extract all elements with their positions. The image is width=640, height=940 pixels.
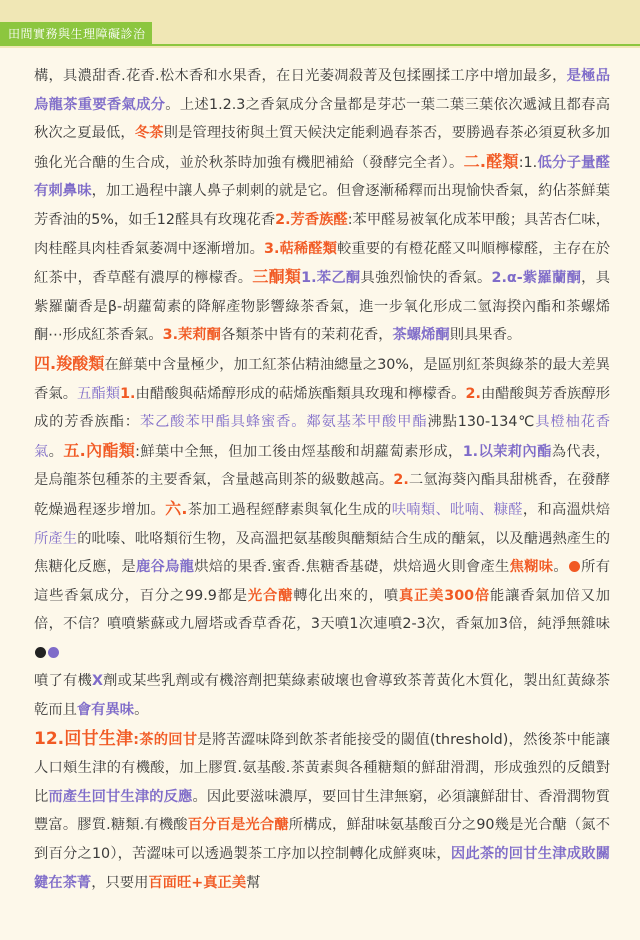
text: 是將苦澀味降到飲茶者能接受的閾值(threshold)，然後茶中能讓人口頰生津的有機酸，加上膠質.氨基酸.茶黃素與各種糖類的鮮甜滑潤，形成強烈的反饋對比 (34, 731, 611, 805)
text: :苯甲醛易被氧化成苯甲酸；具苦杏仁味，肉桂醛具肉桂香氣萎凋中逐漸增加。 (34, 211, 610, 257)
highlight: 2. (393, 472, 409, 489)
text: 轉化出來的，噴 (293, 587, 399, 604)
highlight: X (91, 673, 103, 690)
section-heading: 三酮類 (252, 267, 302, 287)
orange-circle-icon (569, 561, 580, 572)
text: 則是管理技術與土質天候決定能剩過春茶否，要勝過春茶必須夏秋多加強化光合醣的生合成，並於秋茶時加強有機肥補給（發酵完全者）。 (34, 125, 611, 171)
header-title: 田間實務與生理障礙診治 (0, 22, 152, 46)
highlight: 2. (465, 385, 481, 402)
highlight: 五酯類 (77, 385, 121, 402)
text: 具強烈愉快的香氣。 (360, 270, 492, 287)
section-heading: 12.回甘生津 (34, 728, 134, 749)
text: 。 (48, 443, 64, 460)
text: 噴了有機 (34, 673, 92, 690)
highlight: :茶的回甘 (133, 731, 198, 748)
text: 能讓香氣加倍又加倍，不信？噴噴紫蘇或九層塔或香草香花，3天噴1次連噴2-3次，香氣加3倍，純淨無雜味 (34, 587, 611, 633)
highlight: 而產生回甘生津的反應 (48, 788, 193, 805)
section-heading: 五.內酯類 (63, 440, 136, 460)
text: 。上述1.2.3之香氣成分含量都是芽芯一葉二葉三葉依次遞減且都春高秋次之夏最低， (34, 96, 611, 142)
text: 較重要的有橙花醛又叫順檸檬醛，主存在於紅茶中，香草醛有濃厚的檸檬香。 (34, 240, 611, 287)
highlight: 低分子量醛有刺鼻味 (34, 154, 610, 200)
highlight: 會有異味 (76, 702, 135, 719)
text: 沸點130-134℃ (427, 414, 536, 431)
purple-circle-icon (48, 647, 59, 658)
section-heading: 六. (165, 498, 188, 518)
text: 茶加工過程經酵素與氧化生成的 (187, 501, 392, 518)
text: 則具果香。 (449, 327, 522, 344)
text: 幫 (246, 874, 261, 891)
highlight: 2.芳香族醛 (275, 211, 348, 228)
text: :鮮葉中全無，但加工後由烴基酸和胡蘿蔔素形成， (135, 443, 463, 460)
highlight: 光合醣 (247, 587, 294, 604)
text: 由醋酸與萜烯醇形成的萜烯族酯類具玫瑰和檸檬香。 (135, 385, 466, 402)
text: 所有這些香氣成分，百分之99.9都是 (34, 559, 610, 604)
text: 二氫海葵內酯具甜桃香，在發酵乾燥過程逐步增加。 (34, 472, 611, 518)
black-circle-icon (35, 647, 46, 658)
text: 劑或某些乳劑或有機溶劑把葉綠素破壞也會導致茶菁黃化木質化，製出紅黃綠茶乾而且 (34, 673, 611, 719)
text: 各類茶中皆有的茉莉花香， (220, 327, 393, 344)
paragraph-3 (34, 725, 610, 898)
text: 為代表，是烏龍茶包種茶的主要香氣，含量越高則茶的級數越高。 (34, 443, 610, 489)
text: ，和高溫烘焙 (522, 501, 611, 518)
highlight: 真正美300倍 (398, 587, 490, 604)
highlight: 所產生 (34, 530, 78, 547)
highlight: 1.苯乙酮 (301, 270, 361, 287)
text: ，加工過程中讓人鼻子刺刺的就是它。但會逐漸稀釋而出現愉快香氣，約佔茶鮮葉芳香油的5%，如壬12醛具有玫瑰花香 (34, 183, 611, 228)
highlight: 3.萜稀醛類 (264, 240, 337, 257)
paragraph-1 (34, 62, 610, 350)
highlight: 焦糊味 (509, 559, 554, 576)
highlight: 因此茶的回甘生津成敗關鍵在茶菁 (34, 846, 610, 891)
highlight: 鹿谷烏龍 (135, 559, 195, 576)
highlight: 茶螺烯酮 (392, 327, 450, 344)
article-body (34, 62, 610, 897)
header-rule (152, 44, 640, 46)
section-heading: 二.醛類 (463, 151, 519, 171)
highlight: 3.茉莉酮 (162, 327, 221, 344)
highlight: 冬茶 (134, 125, 164, 142)
highlight: 是極品烏龍茶重要香氣成分 (34, 68, 610, 113)
highlight: 百面旺+真正美 (148, 874, 247, 891)
text: :1. (518, 154, 538, 171)
text: ，只要用 (91, 874, 149, 891)
text: ，具紫羅蘭香是β-胡蘿蔔素的降解產物影響綠茶香氣，進一步氧化形成二氫海揆內酯和茶螺烯酮⋯形成紅茶香氣。 (34, 270, 611, 344)
text: 。因此要滋味濃厚，要回甘生津無窮，必須讓鮮甜甘、香滑潤物質豐富。膠質.糖類.有機酸 (34, 788, 611, 834)
section-heading: 四.羧酸類 (34, 353, 105, 373)
highlight: 1.以茉莉內酯 (462, 443, 552, 460)
text: 所構成，鮮甜味氨基酸百分之90幾是光合醣（氮不到百分之10），苦澀味可以透過製茶工序加以控制轉化成鮮爽味， (34, 817, 610, 863)
text: 構，具濃甜香.花香.松木香和水果香，在日光萎凋殺菁及包揉團揉工序中增加最多， (34, 68, 567, 84)
text: 烘焙的果香.蜜香.焦糖香基礎，烘焙過火則會產生 (194, 559, 510, 576)
text: 。 (553, 559, 568, 576)
highlight: 1. (120, 385, 136, 402)
highlight: 百分百是光合醣 (187, 817, 289, 834)
text: 由醋酸與芳香族醇形成的芳香族酯： (34, 385, 611, 431)
highlight: 具橙柚花香氣 (34, 414, 611, 460)
text: 在鮮葉中含量極少，加工紅茶佔精油總量之30%，是區別紅茶與綠茶的最大差異香氣。 (34, 356, 610, 402)
text: 的吡嗪、吡咯類衍生物，及高溫把氨基酸與醣類結合生成的醣氣，以及醣遇熱產生的焦糖化反應，是 (34, 530, 611, 576)
highlight: 呋喃類、吡喃、糠醛 (391, 501, 523, 518)
paragraph-2 (34, 350, 610, 725)
highlight: 2.α-紫羅蘭酮 (491, 270, 582, 287)
text: 。 (134, 702, 149, 719)
highlight: 苯乙酸苯甲酯具蜂蜜香。鄰氨基苯甲酸甲酯 (139, 414, 428, 431)
